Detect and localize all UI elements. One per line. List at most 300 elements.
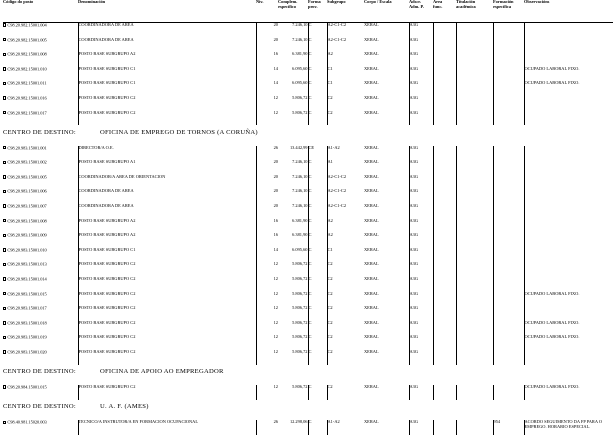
bullet-square-icon	[3, 350, 6, 353]
cell-codigo-text: C98.20.982.15001.005	[7, 37, 47, 42]
header-nivel-line1: Niv.	[256, 0, 264, 4]
cell-area-func	[433, 219, 456, 234]
cell-nivel: 12	[256, 385, 278, 400]
cell-codigo	[3, 81, 78, 96]
cell-area-func	[433, 292, 456, 307]
cell-formacion	[493, 160, 524, 175]
cell-codigo-text: C98.40.981.15020.003	[7, 420, 47, 425]
cell-codigo-text: C98.20.984.15001.015	[7, 385, 47, 390]
cell-denominacion: POSTO BASE SUBGRUPO C2	[78, 277, 256, 292]
table-row	[3, 385, 613, 400]
table-row	[3, 23, 613, 38]
table-row	[3, 219, 613, 234]
cell-titulacion	[456, 189, 493, 204]
table-row	[3, 335, 613, 350]
cell-corpo-escala: XERAL	[364, 110, 379, 115]
cell-complemento: 7.246,10	[292, 204, 308, 209]
bullet-square-icon	[3, 277, 6, 280]
header-denominacion-line1: Denominación	[78, 0, 106, 4]
cell-observacions	[524, 233, 613, 248]
bullet-square-icon	[3, 292, 6, 295]
cell-codigo	[3, 67, 78, 82]
centro-destino-label	[3, 400, 78, 421]
cell-codigo	[3, 306, 78, 321]
header-subgrupo	[327, 0, 364, 23]
cell-titulacion	[456, 81, 493, 96]
cell-titulacion	[456, 160, 493, 175]
cell-codigo-text: C98.20.983.15001.017	[7, 306, 47, 311]
cell-area-func	[433, 67, 456, 82]
cell-forma-prov: C	[308, 38, 327, 53]
cell-forma-prov: C	[308, 335, 327, 350]
cell-adscricion: A3G	[409, 52, 433, 67]
centro-destino-value-text: U. A. F. (AMES)	[100, 403, 149, 411]
cell-corpo-escala: XERAL	[364, 81, 379, 86]
cell-codigo-text: C98.20.983.15001.008	[7, 218, 47, 224]
cell-observacions: OCUPADO LABORAL FIXO.	[524, 292, 613, 307]
cell-codigo-text: C98.20.983.15001.006	[7, 189, 47, 194]
cell-complemento: 7.246,10	[292, 189, 308, 194]
bullet-square-icon	[3, 53, 6, 56]
cell-denominacion: POSTO BASE SUBGRUPO C2	[78, 385, 256, 400]
cell-formacion	[493, 335, 524, 350]
cell-codigo	[3, 23, 78, 38]
cell-denominacion: POSTO BASE SUBGRUPO C2	[78, 306, 256, 321]
cell-complemento: 13.442,99	[289, 145, 308, 150]
cell-subgrupo: C2	[327, 111, 364, 126]
cell-forma-prov: C	[308, 277, 327, 292]
bullet-square-icon	[3, 67, 6, 70]
cell-observacions	[524, 175, 613, 190]
cell-titulacion	[456, 38, 493, 53]
cell-denominacion: DIRECTOR/A O.E.	[78, 146, 256, 161]
table-row	[3, 350, 613, 365]
header-titulacion	[456, 0, 493, 23]
header-row	[3, 0, 613, 23]
cell-observacions	[524, 248, 613, 263]
cell-titulacion	[456, 175, 493, 190]
cell-observacions	[524, 146, 613, 161]
cell-forma-prov: C	[308, 96, 327, 111]
cell-observacions: OCUPADO LABORAL FIXO.	[524, 81, 613, 96]
table-row	[3, 96, 613, 111]
cell-formacion	[493, 189, 524, 204]
cell-formacion	[493, 219, 524, 234]
cell-corpo-escala: XERAL	[364, 247, 379, 252]
cell-forma-prov: C	[308, 321, 327, 336]
cell-forma-prov: C	[308, 292, 327, 307]
cell-codigo-text: C98.20.983.15001.018	[7, 320, 47, 326]
centro-destino-label-text: CENTRO DE DESTINO:	[3, 128, 76, 136]
cell-corpo-escala: XERAL	[364, 52, 379, 57]
cell-nivel: 12	[256, 277, 278, 292]
cell-area-func	[433, 385, 456, 400]
bullet-square-icon	[3, 204, 6, 207]
cell-forma-prov: C	[308, 306, 327, 321]
cell-observacions	[524, 189, 613, 204]
cell-codigo	[3, 96, 78, 111]
bullet-square-icon	[3, 146, 6, 149]
cell-denominacion: POSTO BASE SUBGRUPO A2	[78, 233, 256, 248]
bullet-square-icon	[3, 161, 6, 164]
table-row	[3, 262, 613, 277]
cell-formacion: 954	[493, 420, 524, 435]
cell-codigo	[3, 262, 78, 277]
cell-titulacion	[456, 204, 493, 219]
cell-titulacion	[456, 219, 493, 234]
cell-formacion	[493, 277, 524, 292]
header-formacion	[493, 0, 524, 23]
cell-formacion	[493, 175, 524, 190]
cell-subgrupo: A2	[327, 219, 364, 234]
cell-observacions: OCUPADO LABORAL FIXO.	[524, 335, 613, 350]
cell-area-func	[433, 23, 456, 38]
cell-nivel: 14	[256, 248, 278, 263]
cell-observacions	[524, 204, 613, 219]
cell-titulacion	[456, 262, 493, 277]
cell-complemento: 5.806,72	[292, 110, 308, 115]
cell-subgrupo: C2	[327, 350, 364, 365]
cell-titulacion	[456, 292, 493, 307]
cell-titulacion	[456, 321, 493, 336]
cell-subgrupo: C2	[327, 262, 364, 277]
cell-formacion	[493, 23, 524, 38]
cell-codigo	[3, 52, 78, 67]
cell-adscricion: A3G	[409, 248, 433, 263]
bullet-square-icon	[3, 248, 6, 251]
cell-subgrupo: A2-C1-C2	[327, 23, 364, 38]
cell-titulacion	[456, 96, 493, 111]
cell-codigo-text: C98.20.983.15001.014	[7, 277, 47, 282]
cell-codigo	[3, 385, 78, 400]
cell-titulacion	[456, 23, 493, 38]
cell-nivel: 12	[256, 96, 278, 111]
header-observacions	[524, 0, 613, 23]
cell-subgrupo: C1	[327, 67, 364, 82]
cell-codigo	[3, 350, 78, 365]
header-corpo-escala	[364, 0, 409, 23]
bullet-square-icon	[3, 234, 6, 237]
cell-forma-prov: C	[308, 248, 327, 263]
cell-corpo-escala: XERAL	[364, 37, 379, 42]
bullet-square-icon	[3, 385, 6, 388]
cell-nivel: 16	[256, 219, 278, 234]
cell-complemento: 5.806,72	[292, 262, 308, 267]
cell-adscricion: A3G	[409, 160, 433, 175]
cell-complemento: 7.246,10	[292, 174, 308, 179]
cell-forma-prov: C	[308, 23, 327, 38]
cell-area-func	[433, 160, 456, 175]
cell-adscricion: A3G	[409, 219, 433, 234]
header-area-func-line1: Área	[433, 0, 443, 4]
cell-complemento: 5.806,72	[292, 277, 308, 281]
centro-destino-row	[3, 400, 613, 421]
cell-subgrupo: C1	[327, 81, 364, 96]
cell-forma-prov: CE	[308, 146, 327, 161]
cell-adscricion: A3G	[409, 292, 433, 307]
bullet-square-icon	[3, 23, 6, 26]
cell-subgrupo: A1-A2	[327, 146, 364, 161]
cell-observacions	[524, 219, 613, 234]
cell-denominacion: COORDINADORA DE AREA	[78, 189, 256, 204]
cell-nivel: 20	[256, 23, 278, 38]
cell-adscricion: A3G	[409, 262, 433, 277]
cell-codigo-text: C98.20.982.15001.004	[7, 22, 47, 28]
cell-codigo-text: C98.20.982.15001.016	[7, 95, 47, 101]
cell-adscricion: A3G	[409, 23, 433, 38]
bullet-square-icon	[3, 263, 6, 266]
cell-denominacion: POSTO BASE SUBGRUPO A1	[78, 160, 256, 175]
cell-observacions: OCUPADO LABORAL FIXO.	[524, 321, 613, 336]
centro-destino-label-text: CENTRO DE DESTINO:	[3, 368, 76, 376]
header-subgrupo-line1: Subgrupo	[327, 0, 346, 4]
centro-destino-value	[78, 365, 613, 386]
header-adscricion-line2: Adm. P.	[409, 3, 424, 9]
header-area-func	[433, 0, 456, 23]
cell-codigo	[3, 175, 78, 190]
bullet-square-icon	[3, 190, 6, 193]
cell-corpo-escala: XERAL	[364, 306, 379, 311]
cell-adscricion: A3G	[409, 204, 433, 219]
cell-adscricion: A3G	[409, 233, 433, 248]
cell-formacion	[493, 111, 524, 126]
cell-adscricion: A3G	[409, 81, 433, 96]
cell-corpo-escala: XERAL	[364, 385, 379, 390]
cell-area-func	[433, 277, 456, 292]
centro-destino-value	[78, 400, 613, 421]
cell-codigo	[3, 111, 78, 126]
header-complemento-line2: específico	[278, 3, 297, 9]
cell-corpo-escala: XERAL	[364, 335, 379, 340]
cell-complemento: 5.806,72	[292, 335, 308, 340]
cell-subgrupo: C2	[327, 292, 364, 307]
bullet-square-icon	[3, 38, 6, 41]
cell-titulacion	[456, 277, 493, 292]
table-row	[3, 146, 613, 161]
cell-denominacion: POSTO BASE SUBGRUPO C1	[78, 67, 256, 82]
table-row	[3, 111, 613, 126]
bullet-square-icon	[3, 321, 6, 324]
cell-denominacion: POSTO BASE SUBGRUPO C2	[78, 96, 256, 111]
header-forma-prov	[308, 0, 327, 23]
cell-denominacion: POSTO BASE SUBGRUPO C2	[78, 292, 256, 307]
cell-subgrupo: C2	[327, 321, 364, 336]
cell-observacions	[524, 306, 613, 321]
cell-codigo-text: C98.20.983.15001.001	[7, 145, 47, 151]
table-row	[3, 248, 613, 263]
cell-subgrupo: A2-C1-C2	[327, 38, 364, 53]
cell-subgrupo: A1	[327, 160, 364, 175]
cell-formacion	[493, 292, 524, 307]
cell-codigo-text: C98.20.982.15001.011	[7, 81, 47, 86]
cell-nivel: 20	[256, 160, 278, 175]
centro-destino-value-text: OFICINA DE APOIO AO EMPREGADOR	[100, 368, 224, 376]
table-body	[3, 23, 613, 435]
cell-nivel: 14	[256, 67, 278, 82]
cell-titulacion	[456, 111, 493, 126]
cell-titulacion	[456, 67, 493, 82]
cell-area-func	[433, 81, 456, 96]
cell-corpo-escala: XERAL	[364, 420, 379, 425]
cell-observacions	[524, 350, 613, 365]
cell-complemento: 6.095,60	[292, 81, 308, 86]
centro-destino-row	[3, 125, 613, 146]
cell-nivel: 20	[256, 189, 278, 204]
header-formacion-line2: específica	[493, 3, 512, 9]
cell-codigo	[3, 321, 78, 336]
table-row	[3, 277, 613, 292]
cell-corpo-escala: XERAL	[364, 349, 379, 354]
cell-forma-prov: C	[308, 420, 327, 435]
cell-formacion	[493, 38, 524, 53]
cell-codigo	[3, 277, 78, 292]
cell-subgrupo: C2	[327, 277, 364, 292]
table-row	[3, 67, 613, 82]
cell-adscricion: A3G	[409, 175, 433, 190]
centro-destino-value-text: OFICINA DE EMPREGO DE TORNOS (A CORUÑA)	[100, 128, 258, 136]
bullet-square-icon	[3, 96, 6, 99]
table-row	[3, 233, 613, 248]
cell-forma-prov: C	[308, 233, 327, 248]
header-formacion-line1: Formación	[493, 0, 514, 4]
cell-observacions: OCUPADO LABORAL FIXO.	[524, 67, 613, 82]
cell-observacions: ACORDO SEGUIMENTO DA FP PARA O EMPREGO. HORARIO ESPECIAL.	[524, 420, 613, 435]
cell-adscricion: A3G	[409, 420, 433, 435]
table-row	[3, 52, 613, 67]
header-codigo-line1: Código do posto	[3, 0, 34, 4]
cell-corpo-escala: XERAL	[364, 189, 379, 194]
cell-codigo-text: C98.20.982.15001.010	[7, 66, 47, 72]
cell-area-func	[433, 38, 456, 53]
cell-observacions	[524, 111, 613, 126]
cell-nivel: 20	[256, 204, 278, 219]
cell-codigo	[3, 146, 78, 161]
cell-titulacion	[456, 306, 493, 321]
cell-adscricion: A3G	[409, 335, 433, 350]
table-row	[3, 306, 613, 321]
cell-nivel: 20	[256, 38, 278, 53]
cell-nivel: 12	[256, 350, 278, 365]
cell-subgrupo: A2-C1-C2	[327, 175, 364, 190]
cell-corpo-escala: XERAL	[364, 320, 379, 325]
cell-corpo-escala: XERAL	[364, 262, 379, 267]
table-row	[3, 420, 613, 435]
cell-area-func	[433, 175, 456, 190]
cell-codigo	[3, 204, 78, 219]
cell-denominacion: COORDINADORA DE AREA	[78, 204, 256, 219]
cell-nivel: 12	[256, 262, 278, 277]
header-codigo	[3, 0, 78, 23]
table-row	[3, 160, 613, 175]
cell-nivel: 16	[256, 233, 278, 248]
cell-corpo-escala: XERAL	[364, 22, 379, 27]
cell-codigo	[3, 335, 78, 350]
cell-formacion	[493, 81, 524, 96]
cell-adscricion: A3G	[409, 385, 433, 400]
cell-adscricion: A3G	[409, 96, 433, 111]
cell-denominacion: TÉCNICO/A INSTRUTOR/A EN FORMACIÓN OCUPACIONAL	[78, 420, 256, 435]
cell-codigo-text: C98.20.983.15001.013	[7, 262, 47, 267]
cell-denominacion: POSTO BASE SUBGRUPO A2	[78, 52, 256, 67]
cell-formacion	[493, 146, 524, 161]
cell-observacions	[524, 277, 613, 292]
cell-formacion	[493, 248, 524, 263]
cell-forma-prov: C	[308, 350, 327, 365]
table-header	[3, 0, 613, 23]
table-row	[3, 321, 613, 336]
cell-codigo-text: C98.20.983.15001.007	[7, 204, 47, 209]
cell-codigo	[3, 292, 78, 307]
cell-complemento: 5.806,72	[292, 306, 308, 311]
cell-formacion	[493, 67, 524, 82]
bullet-square-icon	[3, 219, 6, 222]
cell-codigo	[3, 38, 78, 53]
cell-corpo-escala: XERAL	[364, 233, 379, 238]
header-denominacion	[78, 0, 256, 23]
header-observacions-line1: Observacións	[524, 0, 550, 4]
cell-observacions	[524, 160, 613, 175]
cell-complemento: 7.246,10	[292, 37, 308, 42]
cell-denominacion: POSTO BASE SUBGRUPO C1	[78, 81, 256, 96]
header-adscricion-line1: Adscr.	[409, 0, 421, 4]
cell-subgrupo: A2-C1-C2	[327, 189, 364, 204]
header-corpo-escala-line1: Corpo / Escala	[364, 0, 392, 4]
cell-titulacion	[456, 146, 493, 161]
bullet-square-icon	[3, 175, 6, 178]
cell-denominacion: COORDINADOR/A AREA DE ORIENTACIÓN	[78, 175, 256, 190]
cell-area-func	[433, 420, 456, 435]
cell-corpo-escala: XERAL	[364, 66, 379, 71]
cell-complemento: 5.806,72	[292, 349, 308, 354]
cell-adscricion: A3G	[409, 146, 433, 161]
cell-corpo-escala: XERAL	[364, 95, 379, 100]
header-complemento	[278, 0, 308, 23]
cell-complemento: 5.806,72	[292, 291, 308, 296]
cell-area-func	[433, 321, 456, 336]
cell-area-func	[433, 335, 456, 350]
bullet-square-icon	[3, 82, 6, 85]
cell-denominacion: POSTO BASE SUBGRUPO C2	[78, 111, 256, 126]
cell-area-func	[433, 52, 456, 67]
cell-forma-prov: C	[308, 262, 327, 277]
cell-nivel: 14	[256, 81, 278, 96]
cell-observacions	[524, 96, 613, 111]
cell-codigo-text: C98.20.983.15001.005	[7, 174, 47, 180]
cell-nivel: 26	[256, 420, 278, 435]
cell-codigo	[3, 219, 78, 234]
cell-subgrupo: A2-C1-C2	[327, 204, 364, 219]
table-row	[3, 81, 613, 96]
cell-subgrupo: A2	[327, 233, 364, 248]
cell-titulacion	[456, 335, 493, 350]
cell-codigo-text: C98.20.982.15001.008	[7, 52, 47, 57]
cell-observacions	[524, 52, 613, 67]
cell-formacion	[493, 350, 524, 365]
cell-complemento: 5.806,72	[292, 320, 308, 325]
cell-nivel: 20	[256, 175, 278, 190]
cell-corpo-escala: XERAL	[364, 291, 379, 296]
cell-area-func	[433, 233, 456, 248]
cell-titulacion	[456, 420, 493, 435]
header-complemento-line1: Complem.	[278, 0, 298, 4]
cell-adscricion: A3G	[409, 306, 433, 321]
cell-observacions	[524, 262, 613, 277]
cell-formacion	[493, 52, 524, 67]
table-row	[3, 292, 613, 307]
table-row	[3, 189, 613, 204]
centro-destino-label-text: CENTRO DE DESTINO:	[3, 403, 76, 411]
cell-area-func	[433, 204, 456, 219]
